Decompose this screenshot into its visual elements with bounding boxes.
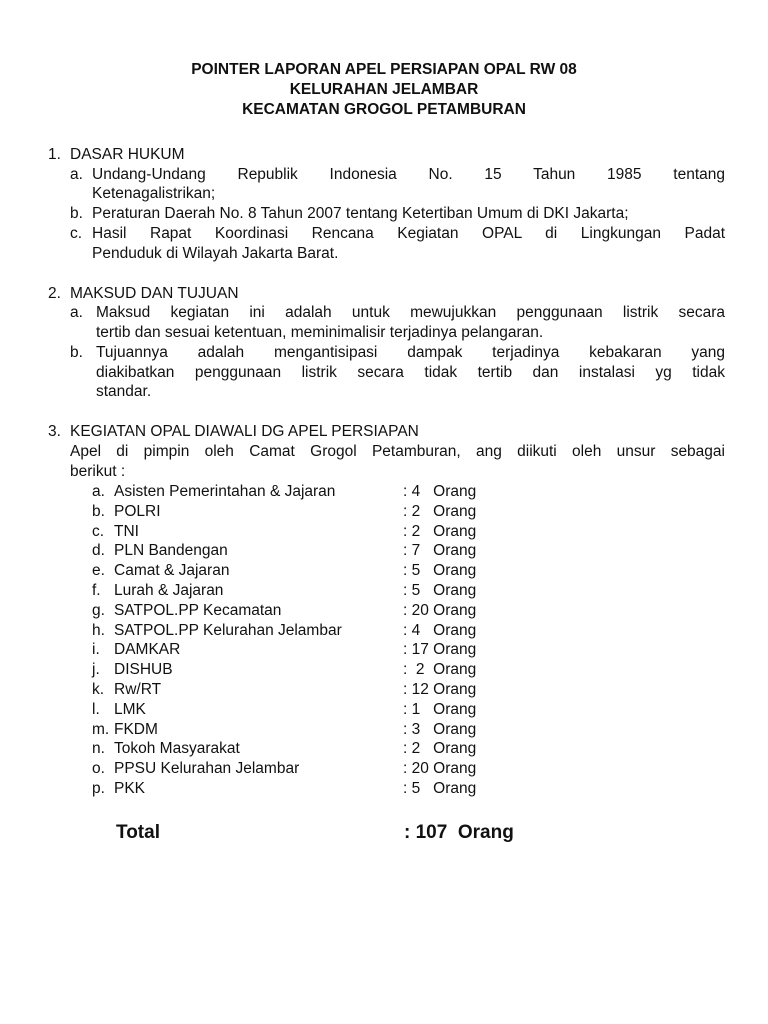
attendee-count: : 3 Orang — [403, 720, 477, 738]
section-2-title: MAKSUD DAN TUJUAN — [70, 285, 239, 302]
attendee-name: FKDM — [114, 720, 158, 738]
attendee-letter: g. — [92, 601, 105, 619]
attendee-row — [92, 581, 522, 601]
attendee-count: : 17 Orang — [403, 641, 477, 659]
attendee-name: Asisten Pemerintahan & Jajaran — [114, 483, 336, 500]
attendee-row — [92, 601, 522, 621]
attendee-count: : 2 Orang — [403, 502, 477, 520]
section-1-heading — [48, 145, 185, 165]
section-1-number: 1. — [48, 146, 61, 163]
attendee-letter: a. — [92, 483, 105, 500]
section-1-title: DASAR HUKUM — [70, 146, 185, 163]
attendee-count: : 12 Orang — [403, 681, 477, 698]
attendee-name: TNI — [114, 522, 139, 540]
total-value: : 107 Orang — [404, 822, 514, 843]
section-1-item-c-label: c. — [70, 225, 83, 242]
attendee-letter: n. — [92, 740, 105, 758]
attendee-row — [92, 779, 522, 799]
attendee-name: DISHUB — [114, 661, 173, 679]
attendee-row — [92, 680, 522, 700]
attendee-letter: f. — [92, 582, 101, 599]
attendee-name: Tokoh Masyarakat — [114, 740, 240, 758]
attendee-letter: p. — [92, 780, 105, 797]
attendee-count: : 2 Orang — [403, 661, 477, 679]
section-3-intro-line-1: Apel di pimpin oleh Camat Grogol Petamburan, ang diikuti oleh unsur sebagai — [70, 443, 725, 460]
attendee-name: Rw/RT — [114, 681, 162, 698]
section-2-item-b-label: b. — [70, 344, 83, 361]
attendee-name: PKK — [114, 780, 146, 797]
section-2-heading — [48, 284, 239, 304]
attendee-name: POLRI — [114, 502, 161, 520]
section-2-item-a-line-2: tertib dan sesuai ketentuan, meminimalisir terjadinya pelangaran. — [96, 324, 544, 341]
attendee-row — [92, 660, 522, 680]
attendee-count: : 4 Orang — [403, 621, 477, 639]
section-3-title: KEGIATAN OPAL DIAWALI DG APEL PERSIAPAN — [70, 423, 419, 440]
section-1-item-a-label: a. — [70, 166, 83, 183]
attendee-row — [92, 739, 522, 759]
attendee-letter: l. — [92, 700, 100, 718]
attendee-row — [92, 720, 522, 740]
attendee-letter: o. — [92, 760, 105, 778]
attendee-count: : 20 Orang — [403, 601, 477, 619]
document-title — [0, 60, 768, 120]
attendee-count: : 5 Orang — [403, 582, 477, 599]
section-2-item-a-line-1: Maksud kegiatan ini adalah untuk mewujukkan penggunaan listrik secara — [96, 304, 725, 321]
attendee-count: : 2 Orang — [403, 740, 477, 758]
attendee-row — [92, 621, 522, 641]
section-1-item-b-label: b. — [70, 205, 83, 222]
attendee-name: SATPOL.PP Kecamatan — [114, 601, 282, 619]
title-line-2: KELURAHAN JELAMBAR — [289, 81, 479, 98]
section-1-item-c-line-2: Penduduk di Wilayah Jakarta Barat. — [92, 245, 339, 262]
attendee-letter: c. — [92, 522, 105, 540]
attendee-row — [92, 561, 522, 581]
attendee-row — [92, 700, 522, 720]
attendee-name: PPSU Kelurahan Jelambar — [114, 760, 300, 778]
attendee-row — [92, 522, 522, 542]
attendee-letter: k. — [92, 681, 105, 698]
section-2-item-b-line-2: diakibatkan penggunaan listrik secara tidak tertib dan instalasi yg tidak — [96, 364, 725, 381]
attendee-name: Camat & Jajaran — [114, 562, 230, 580]
attendee-count: : 2 Orang — [403, 522, 477, 540]
section-1-item-c-line-1: Hasil Rapat Koordinasi Rencana Kegiatan OPAL di Lingkungan Padat — [92, 225, 725, 242]
section-1-item-a-line-1: Undang-Undang Republik Indonesia No. 15 Tahun 1985 tentang — [92, 166, 725, 183]
attendee-count: : 5 Orang — [403, 780, 477, 797]
attendee-row — [92, 759, 522, 779]
section-2-number: 2. — [48, 285, 61, 302]
attendee-count: : 4 Orang — [403, 483, 477, 500]
attendee-count: : 20 Orang — [403, 760, 477, 778]
section-1-item-b-line-1: Peraturan Daerah No. 8 Tahun 2007 tentang Ketertiban Umum di DKI Jakarta; — [92, 205, 629, 222]
attendee-name: LMK — [114, 700, 146, 718]
attendee-name: PLN Bandengan — [114, 542, 228, 560]
total-label: Total — [116, 822, 160, 843]
section-3-heading — [48, 422, 419, 442]
attendee-name: SATPOL.PP Kelurahan Jelambar — [114, 621, 342, 639]
attendee-letter: m. — [92, 720, 110, 738]
attendee-letter: e. — [92, 562, 105, 580]
attendee-row — [92, 482, 522, 502]
attendee-count: : 1 Orang — [403, 700, 477, 718]
attendee-letter: j. — [92, 661, 100, 679]
attendee-letter: d. — [92, 542, 105, 560]
title-line-1: POINTER LAPORAN APEL PERSIAPAN OPAL RW 08 — [191, 61, 577, 78]
attendee-row — [92, 502, 522, 522]
attendee-row — [92, 640, 522, 660]
total-row — [116, 821, 566, 845]
attendee-letter: h. — [92, 621, 105, 639]
section-2-item-b-line-1: Tujuannya adalah mengantisipasi dampak terjadinya kebakaran yang — [96, 344, 725, 361]
attendee-letter: i. — [92, 641, 100, 659]
section-2-item-b-line-3: standar. — [96, 383, 152, 400]
attendee-count: : 5 Orang — [403, 562, 477, 580]
title-line-3: KECAMATAN GROGOL PETAMBURAN — [242, 101, 526, 118]
attendee-name: DAMKAR — [114, 641, 181, 659]
attendee-count: : 7 Orang — [403, 542, 477, 560]
section-2-item-a-label: a. — [70, 304, 83, 321]
section-3-number: 3. — [48, 423, 61, 440]
attendee-name: Lurah & Jajaran — [114, 582, 224, 599]
attendee-letter: b. — [92, 502, 105, 520]
attendee-row — [92, 541, 522, 561]
section-1-item-a-line-2: Ketenagalistrikan; — [92, 185, 216, 202]
section-3-intro-line-2: berikut : — [70, 463, 126, 480]
